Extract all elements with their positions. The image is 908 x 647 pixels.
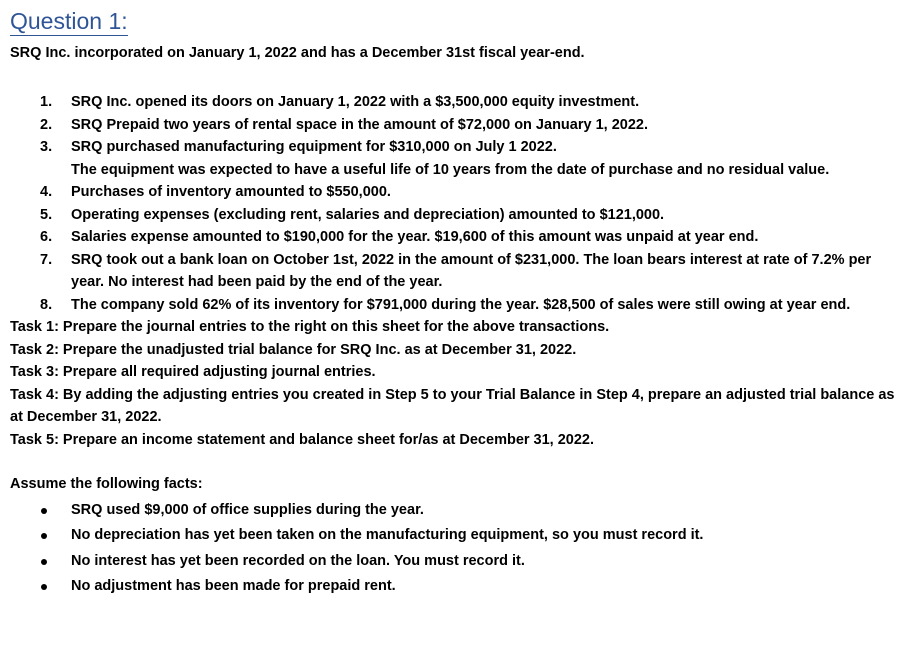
list-item bbox=[10, 91, 902, 114]
item-number: 7. bbox=[40, 251, 53, 268]
item-continuation: The equipment was expected to have a useful life of 10 years from the date of purchase and no residual value. bbox=[71, 161, 830, 178]
list-item bbox=[10, 181, 902, 204]
item-number: 8. bbox=[40, 296, 53, 313]
fact-text: No interest has yet been recorded on the loan. You must record it. bbox=[71, 552, 525, 569]
list-item bbox=[10, 549, 902, 575]
facts-list bbox=[10, 498, 902, 600]
task-item: Task 2: Prepare the unadjusted trial balance for SRQ Inc. as at December 31, 2022. bbox=[10, 341, 577, 358]
list-item bbox=[10, 114, 902, 137]
task-item: Task 3: Prepare all required adjusting journal entries. bbox=[10, 364, 376, 380]
bullet-icon bbox=[41, 508, 47, 514]
item-text: SRQ purchased manufacturing equipment for $310,000 on July 1 2022. bbox=[71, 139, 557, 155]
assume-heading: Assume the following facts: bbox=[10, 476, 203, 492]
item-text: SRQ Prepaid two years of rental space in the amount of $72,000 on January 1, 2022. bbox=[71, 116, 648, 133]
item-text: Operating expenses (excluding rent, salaries and depreciation) amounted to $121,000. bbox=[71, 206, 665, 223]
list-item bbox=[10, 294, 902, 317]
item-text: Salaries expense amounted to $190,000 for the year. $19,600 of this amount was unpaid at year end. bbox=[71, 229, 759, 245]
list-item bbox=[10, 574, 902, 600]
question-title: Question 1: bbox=[10, 8, 128, 34]
task-list bbox=[10, 316, 902, 451]
list-item bbox=[10, 136, 902, 181]
transaction-list bbox=[10, 91, 902, 316]
item-number: 4. bbox=[40, 184, 53, 200]
task-item: Task 4: By adding the adjusting entries you created in Step 5 to your Trial Balance in Step 4, prepare an adjusted trial balance as at December 31, 2022. bbox=[10, 386, 895, 425]
list-item bbox=[10, 204, 902, 227]
bullet-icon bbox=[41, 533, 47, 539]
task-item: Task 5: Prepare an income statement and balance sheet for/as at December 31, 2022. bbox=[10, 431, 595, 448]
intro-text: SRQ Inc. incorporated on January 1, 2022 and has a December 31st fiscal year-end. bbox=[10, 45, 585, 61]
item-number: 3. bbox=[40, 139, 53, 155]
bullet-icon bbox=[41, 559, 47, 565]
task-item: Task 1: Prepare the journal entries to the right on this sheet for the above transactions. bbox=[10, 319, 610, 335]
fact-text: SRQ used $9,000 of office supplies during the year. bbox=[71, 501, 424, 518]
list-item bbox=[10, 498, 902, 524]
item-text: The company sold 62% of its inventory for $791,000 during the year. $28,500 of sales were still owing at year end. bbox=[71, 296, 851, 313]
item-number: 2. bbox=[40, 116, 53, 133]
list-item bbox=[10, 226, 902, 249]
list-item bbox=[10, 523, 902, 549]
item-text: SRQ Inc. opened its doors on January 1, 2022 with a $3,500,000 equity investment. bbox=[71, 94, 640, 110]
fact-text: No adjustment has been made for prepaid rent. bbox=[71, 578, 396, 594]
fact-text: No depreciation has yet been taken on the manufacturing equipment, so you must record it. bbox=[71, 527, 704, 543]
item-number: 1. bbox=[40, 94, 53, 110]
document-page bbox=[10, 0, 902, 600]
item-text: SRQ took out a bank loan on October 1st, 2022 in the amount of $231,000. The loan bears interest at rate of 7.2% per year. No interest had been paid by the end of the year. bbox=[71, 251, 872, 290]
item-number: 5. bbox=[40, 206, 53, 223]
list-item bbox=[10, 249, 902, 294]
item-number: 6. bbox=[40, 229, 53, 245]
bullet-icon bbox=[41, 584, 47, 590]
item-text: Purchases of inventory amounted to $550,000. bbox=[71, 184, 391, 200]
